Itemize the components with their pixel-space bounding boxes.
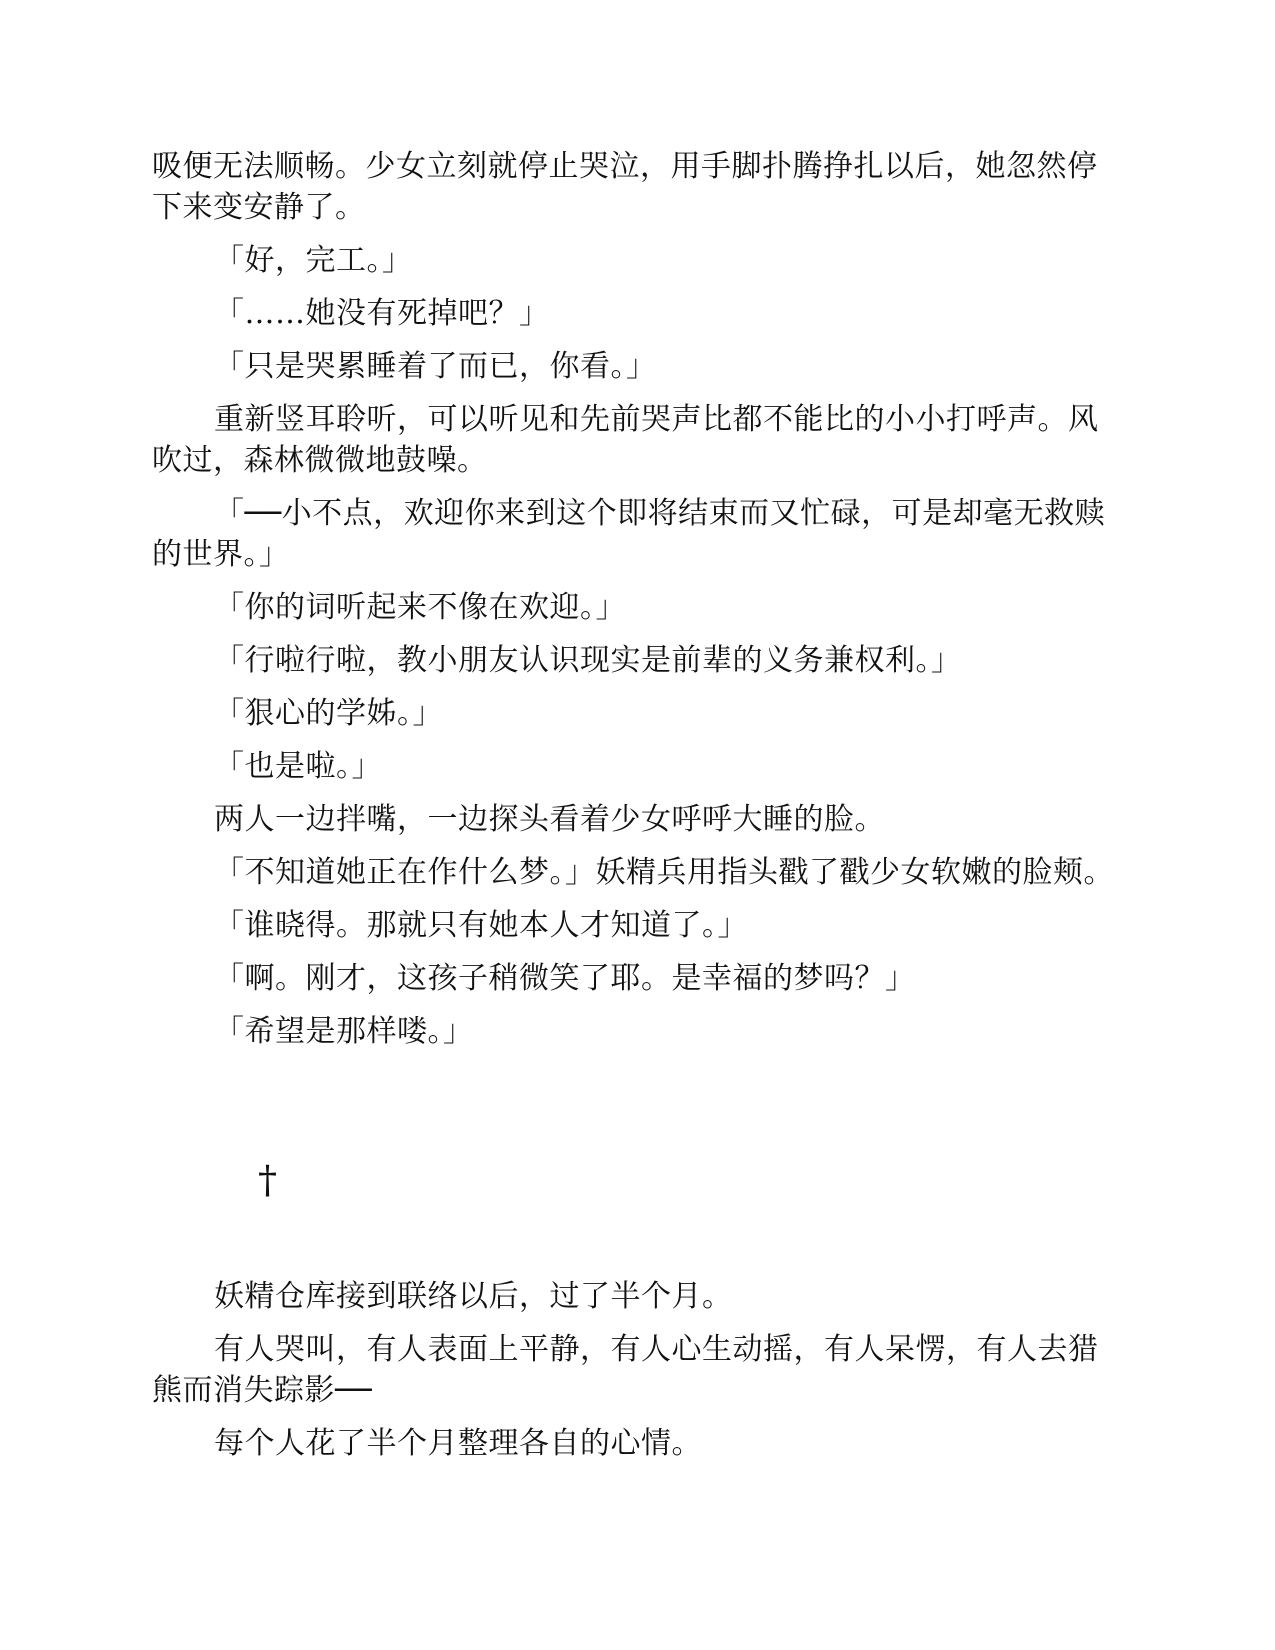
section-divider-dagger: †	[258, 1158, 277, 1202]
paragraph: 妖精仓库接到联络以后，过了半个月。	[214, 1279, 733, 1314]
main-text-section	[152, 146, 1127, 1064]
dialogue-line: 「狠心的学姊。」	[214, 696, 443, 731]
paragraph: 每个人花了半个月整理各自的心情。	[214, 1426, 702, 1461]
paragraph: 吸便无法顺畅。少女立刻就停止哭泣，用手脚扑腾挣扎以后，她忽然停下来变安静了。	[152, 149, 1098, 225]
paragraph: 重新竖耳聆听，可以听见和先前哭声比都不能比的小小打呼声。风吹过，森林微微地鼓噪。	[152, 402, 1099, 478]
dialogue-line: 「只是哭累睡着了而已，你看。」	[214, 349, 657, 384]
dialogue-line: 「你的词听起来不像在欢迎。」	[214, 590, 626, 625]
dialogue-line: 「好，完工。」	[214, 243, 413, 278]
second-text-section	[152, 1276, 1127, 1476]
dialogue-line: 「行啦行啦，教小朋友认识现实是前辈的义务兼权利。」	[214, 643, 962, 678]
dialogue-line: 「不知道她正在作什么梦。」妖精兵用指头戳了戳少女软嫩的脸颊。	[214, 855, 1114, 890]
paragraph: 两人一边拌嘴，一边探头看着少女呼呼大睡的脸。	[214, 802, 885, 837]
dialogue-line: 「希望是那样喽。」	[214, 1014, 474, 1049]
dialogue-line: 「也是啦。」	[214, 749, 382, 784]
dialogue-line: 「谁晓得。那就只有她本人才知道了。」	[214, 908, 748, 943]
dialogue-line: 「……她没有死掉吧？」	[214, 296, 550, 331]
paragraph: 有人哭叫，有人表面上平静，有人心生动摇，有人呆愣，有人去猎熊而消失踪影──	[152, 1332, 1099, 1408]
dialogue-line: 「啊。刚才，这孩子稍微笑了耶。是幸福的梦吗？」	[214, 961, 916, 996]
dialogue-line: 「──小不点，欢迎你来到这个即将结束而又忙碌，可是却毫无救赎的世界。」	[152, 496, 1106, 572]
